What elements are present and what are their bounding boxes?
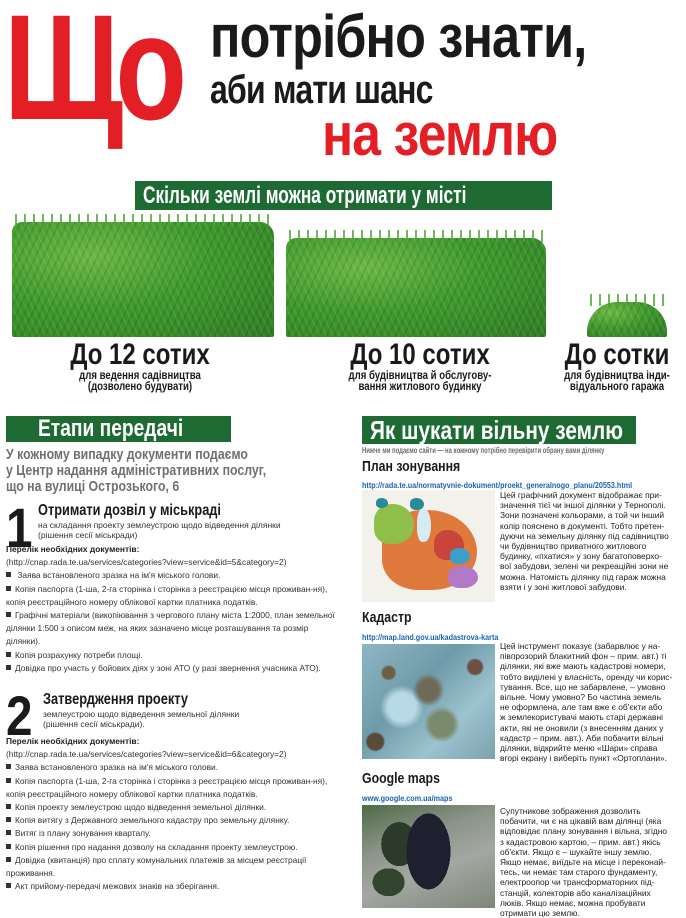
text-line: можна. Натомість ділянку під гараж можна — [500, 571, 666, 582]
text-line: ділянки, які вже мають кадастрові номери, — [500, 661, 666, 672]
step-desc — [38, 520, 281, 540]
text-line: з кадастровою картою, – прим. авт.) якісь — [500, 836, 661, 847]
doc-item — [6, 662, 342, 675]
plot-size-title: До 12 сотих — [70, 338, 210, 371]
text-line: отримати цю землю. — [500, 908, 580, 918]
text-line: ділянки, відкрийте меню «Шари» справа — [500, 743, 658, 754]
plot-size-title: До 10 сотих — [350, 338, 490, 371]
text-line: вої забудови, зелені чи рекреаційні зони не — [500, 561, 669, 572]
stages-banner-text: Етапи передачі — [38, 415, 184, 442]
doc-item-text: Заява встановленого зразка на ім'я міського голови. — [15, 570, 221, 581]
plot-size-12 — [40, 340, 240, 392]
doc-item-text: Заява встановленого зразка на ім'я міського голови. — [15, 762, 219, 773]
doc-item-text: Акт прийому-передачі межових знаків на зберігання. — [15, 881, 220, 892]
step-desc-line: на складання проекту землеустрою щодо відведення ділянки — [38, 520, 281, 530]
text-line: кадастр – прим. авт.). Аби побачити вільні — [500, 732, 664, 743]
grass-medium-image — [286, 238, 546, 337]
plot-size-desc: відуального гаража — [569, 379, 665, 393]
plot-size-desc: для будівництва інди- — [564, 368, 670, 382]
doc-item-text: Копія паспорта (1-ша, 2-га сторінка і сторінка з реєстрацією місця проживан-ня), копія реєстраційного номеру облікової картки платника податків. — [6, 583, 328, 607]
source-description — [500, 806, 683, 918]
bullet-icon — [6, 844, 11, 849]
grass-large-image — [12, 222, 274, 337]
docs-heading: Перелік необхідних документів: — [6, 544, 140, 554]
source-link[interactable]: www.google.com.ua/maps — [362, 793, 453, 803]
bullet-icon — [6, 665, 11, 670]
text-line: об'єкти. Якщо є – шукайте іншу землю. — [500, 846, 652, 857]
text-line: Якщо немає, виїдьте на місце і переконай- — [500, 857, 666, 868]
doc-item-text: Довідка (квитанція) про сплату комунальних платежів за місцем реєстрації проживання. — [6, 854, 307, 879]
bullet-icon — [6, 830, 11, 835]
step-number: 1 — [6, 496, 33, 559]
stages-banner — [6, 416, 231, 442]
text-line: Цей графічний документ відображає при- — [500, 490, 662, 500]
text-line: Зони позначені кольорами, а той чи інший — [500, 510, 665, 521]
doc-item-text: Копія проекту землеустрою щодо відведення земельної ділянки. — [15, 802, 267, 813]
source-description — [500, 641, 683, 763]
text-line: значення тієї чи іншої ділянки у Тернополі. — [500, 500, 666, 511]
source-title: Google maps — [362, 770, 440, 787]
headline-line-3: на землю — [322, 101, 558, 168]
land-size-banner — [135, 181, 552, 210]
headline-line-1: потрібно знати, — [210, 3, 587, 70]
text-line: дуючи на земельну ділянку під садівництво — [500, 530, 669, 541]
doc-item-text: Копія паспорта (1-ша, 2-га сторінка і сторінка з реєстрацією місця проживан-ня), копія реєстраційного номеру облікової картки платника податків. — [6, 775, 328, 799]
step-desc-line: землеустрою щодо відведення земельної ділянки — [43, 709, 240, 719]
text-line: чи будівництво приватного житлового — [500, 541, 647, 552]
doc-item — [6, 569, 342, 582]
source-title: План зонування — [362, 458, 461, 475]
plot-size-1 — [550, 340, 684, 392]
zoning-plan-map-image — [362, 490, 495, 602]
cadastral-map-image — [362, 644, 495, 759]
text-line: акти, які не оновили (з внесенням даних у — [500, 722, 664, 733]
plot-size-desc: для ведення садівництва — [79, 368, 201, 382]
doc-item — [6, 880, 342, 893]
doc-item-text: Копія витягу з Державного земельного кадастру про земельну ділянку. — [15, 815, 290, 826]
docs-heading: Перелік необхідних документів: — [6, 736, 140, 746]
text-line: ж землекористувачі мають старі державні — [500, 712, 663, 723]
source-link[interactable]: http://map.land.gov.ua/kadastrova-karta — [362, 632, 499, 642]
step-title: Затвердження проекту — [43, 691, 188, 708]
doc-item-text: Графічні матеріали (викопіювання з чергового плану міста 1:2000, план земельної ділянки 1:500 з описом меж, на яких зазначено місце розташування та розмір ділянки). — [6, 610, 335, 647]
text-line: станцій, колекторів або каналізаційних — [500, 887, 651, 898]
step-1-docs-list — [6, 543, 342, 675]
doc-item — [6, 854, 342, 880]
headline-line-2: аби мати шанс — [210, 68, 433, 112]
plot-size-10 — [320, 340, 520, 392]
text-line: Цей інструмент показує (забарвлює у на- — [500, 641, 661, 651]
bullet-icon — [6, 804, 11, 809]
doc-item — [6, 841, 342, 854]
text-line: взяти і у зоні житлової забудови. — [500, 581, 627, 592]
bullet-icon — [6, 586, 11, 591]
source-description — [500, 490, 683, 592]
text-line: Супутникове зображення дозволить — [500, 806, 641, 816]
step-2-docs-list — [6, 735, 342, 893]
intro-line: У кожному випадку документи подаємо — [6, 446, 248, 463]
bullet-icon — [6, 652, 11, 657]
doc-item — [6, 761, 342, 774]
text-line: тування. Все, що не забарвлене, – умовно — [500, 681, 666, 692]
text-line: відповідає плану зонування і вільна, згідно — [500, 826, 668, 837]
step-desc-line: (рішення сесії міськради). — [43, 719, 145, 729]
text-line: будинку, «пхатися» у зону багатоповерхо- — [500, 551, 662, 562]
docs-link: (http://cnap.rada.te.ua/services/categories?view=service&id=5&category=2) — [6, 557, 287, 568]
text-line: колір пояснено в документі. Тобто претен- — [500, 520, 665, 531]
text-line: не оформлена, але там вже є об'єкти або — [500, 702, 663, 713]
bullet-icon — [6, 778, 11, 783]
search-banner-text: Як шукати вільну землю — [370, 415, 623, 445]
source-title: Кадастр — [362, 609, 412, 626]
step-title: Отримати дозвіл у міськраді — [38, 502, 221, 519]
doc-item-text: Витяг із плану зонування кварталу. — [15, 828, 151, 839]
text-line: півпрозорий блакитний фон – прим. авт.) ті — [500, 651, 667, 662]
doc-item — [6, 775, 342, 801]
docs-link: (http://cnap.rada.te.ua/services/categories?view=service&id=6&category=2) — [6, 749, 287, 760]
step-desc — [43, 709, 239, 729]
bullet-icon — [6, 883, 11, 888]
bullet-icon — [6, 612, 11, 617]
doc-item — [6, 801, 342, 814]
plot-size-desc: для будівництва й обслугову- — [348, 368, 492, 382]
step-desc-line: (рішення сесії міськради) — [38, 530, 138, 540]
headline-big-word: Що — [4, 0, 180, 151]
text-line: вгорі екрану і виберіть пункт «Ортоплани». — [500, 753, 668, 764]
intro-line: що на вулиці Острозького, 6 — [6, 478, 180, 495]
step-number: 2 — [6, 684, 33, 747]
text-line: тобто виділені у власність, оренду чи корис- — [500, 671, 673, 682]
bullet-icon — [6, 857, 11, 862]
plot-size-title: До сотки — [564, 338, 670, 371]
search-subtitle: Нижче ми подаємо сайти — на кожному потрібно перевірити обрану вами ділянку — [362, 446, 605, 455]
plot-size-desc: вання житлового будинку — [358, 379, 482, 393]
doc-item-text: Довідка про участь у бойових діях у зоні АТО (у разі звернення учасника АТО). — [15, 662, 321, 673]
plot-size-desc: (дозволено будувати) — [87, 379, 193, 393]
doc-item — [6, 827, 342, 840]
text-line: тесь, чи немає там старого фундаменту, — [500, 867, 658, 878]
bullet-icon — [6, 572, 11, 577]
grass-small-image — [587, 302, 667, 337]
intro-line: у Центр надання адміністративних послуг, — [6, 462, 267, 479]
bullet-icon — [6, 764, 11, 769]
text-line: вільне. Чому умовно? Бо частина земель — [500, 692, 661, 703]
bullet-icon — [6, 817, 11, 822]
doc-item — [6, 814, 342, 827]
doc-item — [6, 609, 342, 649]
doc-item — [6, 583, 342, 609]
stages-intro — [6, 447, 334, 495]
search-banner — [362, 416, 636, 444]
doc-item — [6, 649, 342, 662]
land-size-banner-text: Скільки землі можна отримати у місті — [143, 182, 467, 209]
text-line: люків. Якщо немає, можна пробувати — [500, 897, 646, 908]
text-line: електроопор чи трансформаторних під- — [500, 877, 655, 888]
satellite-map-image — [362, 805, 495, 908]
source-link[interactable]: http://rada.te.ua/normatyvnie-dokument/proekt_generalnogo_planu/20553.html — [362, 480, 633, 490]
doc-item-text: Копія рішення про надання дозволу на складання проекту землеустрою. — [15, 841, 298, 852]
text-line: побачити, чи є на цікавій вам ділянці (яка — [500, 816, 662, 827]
doc-item-text: Копія розрахунку потреби площі. — [15, 649, 143, 660]
